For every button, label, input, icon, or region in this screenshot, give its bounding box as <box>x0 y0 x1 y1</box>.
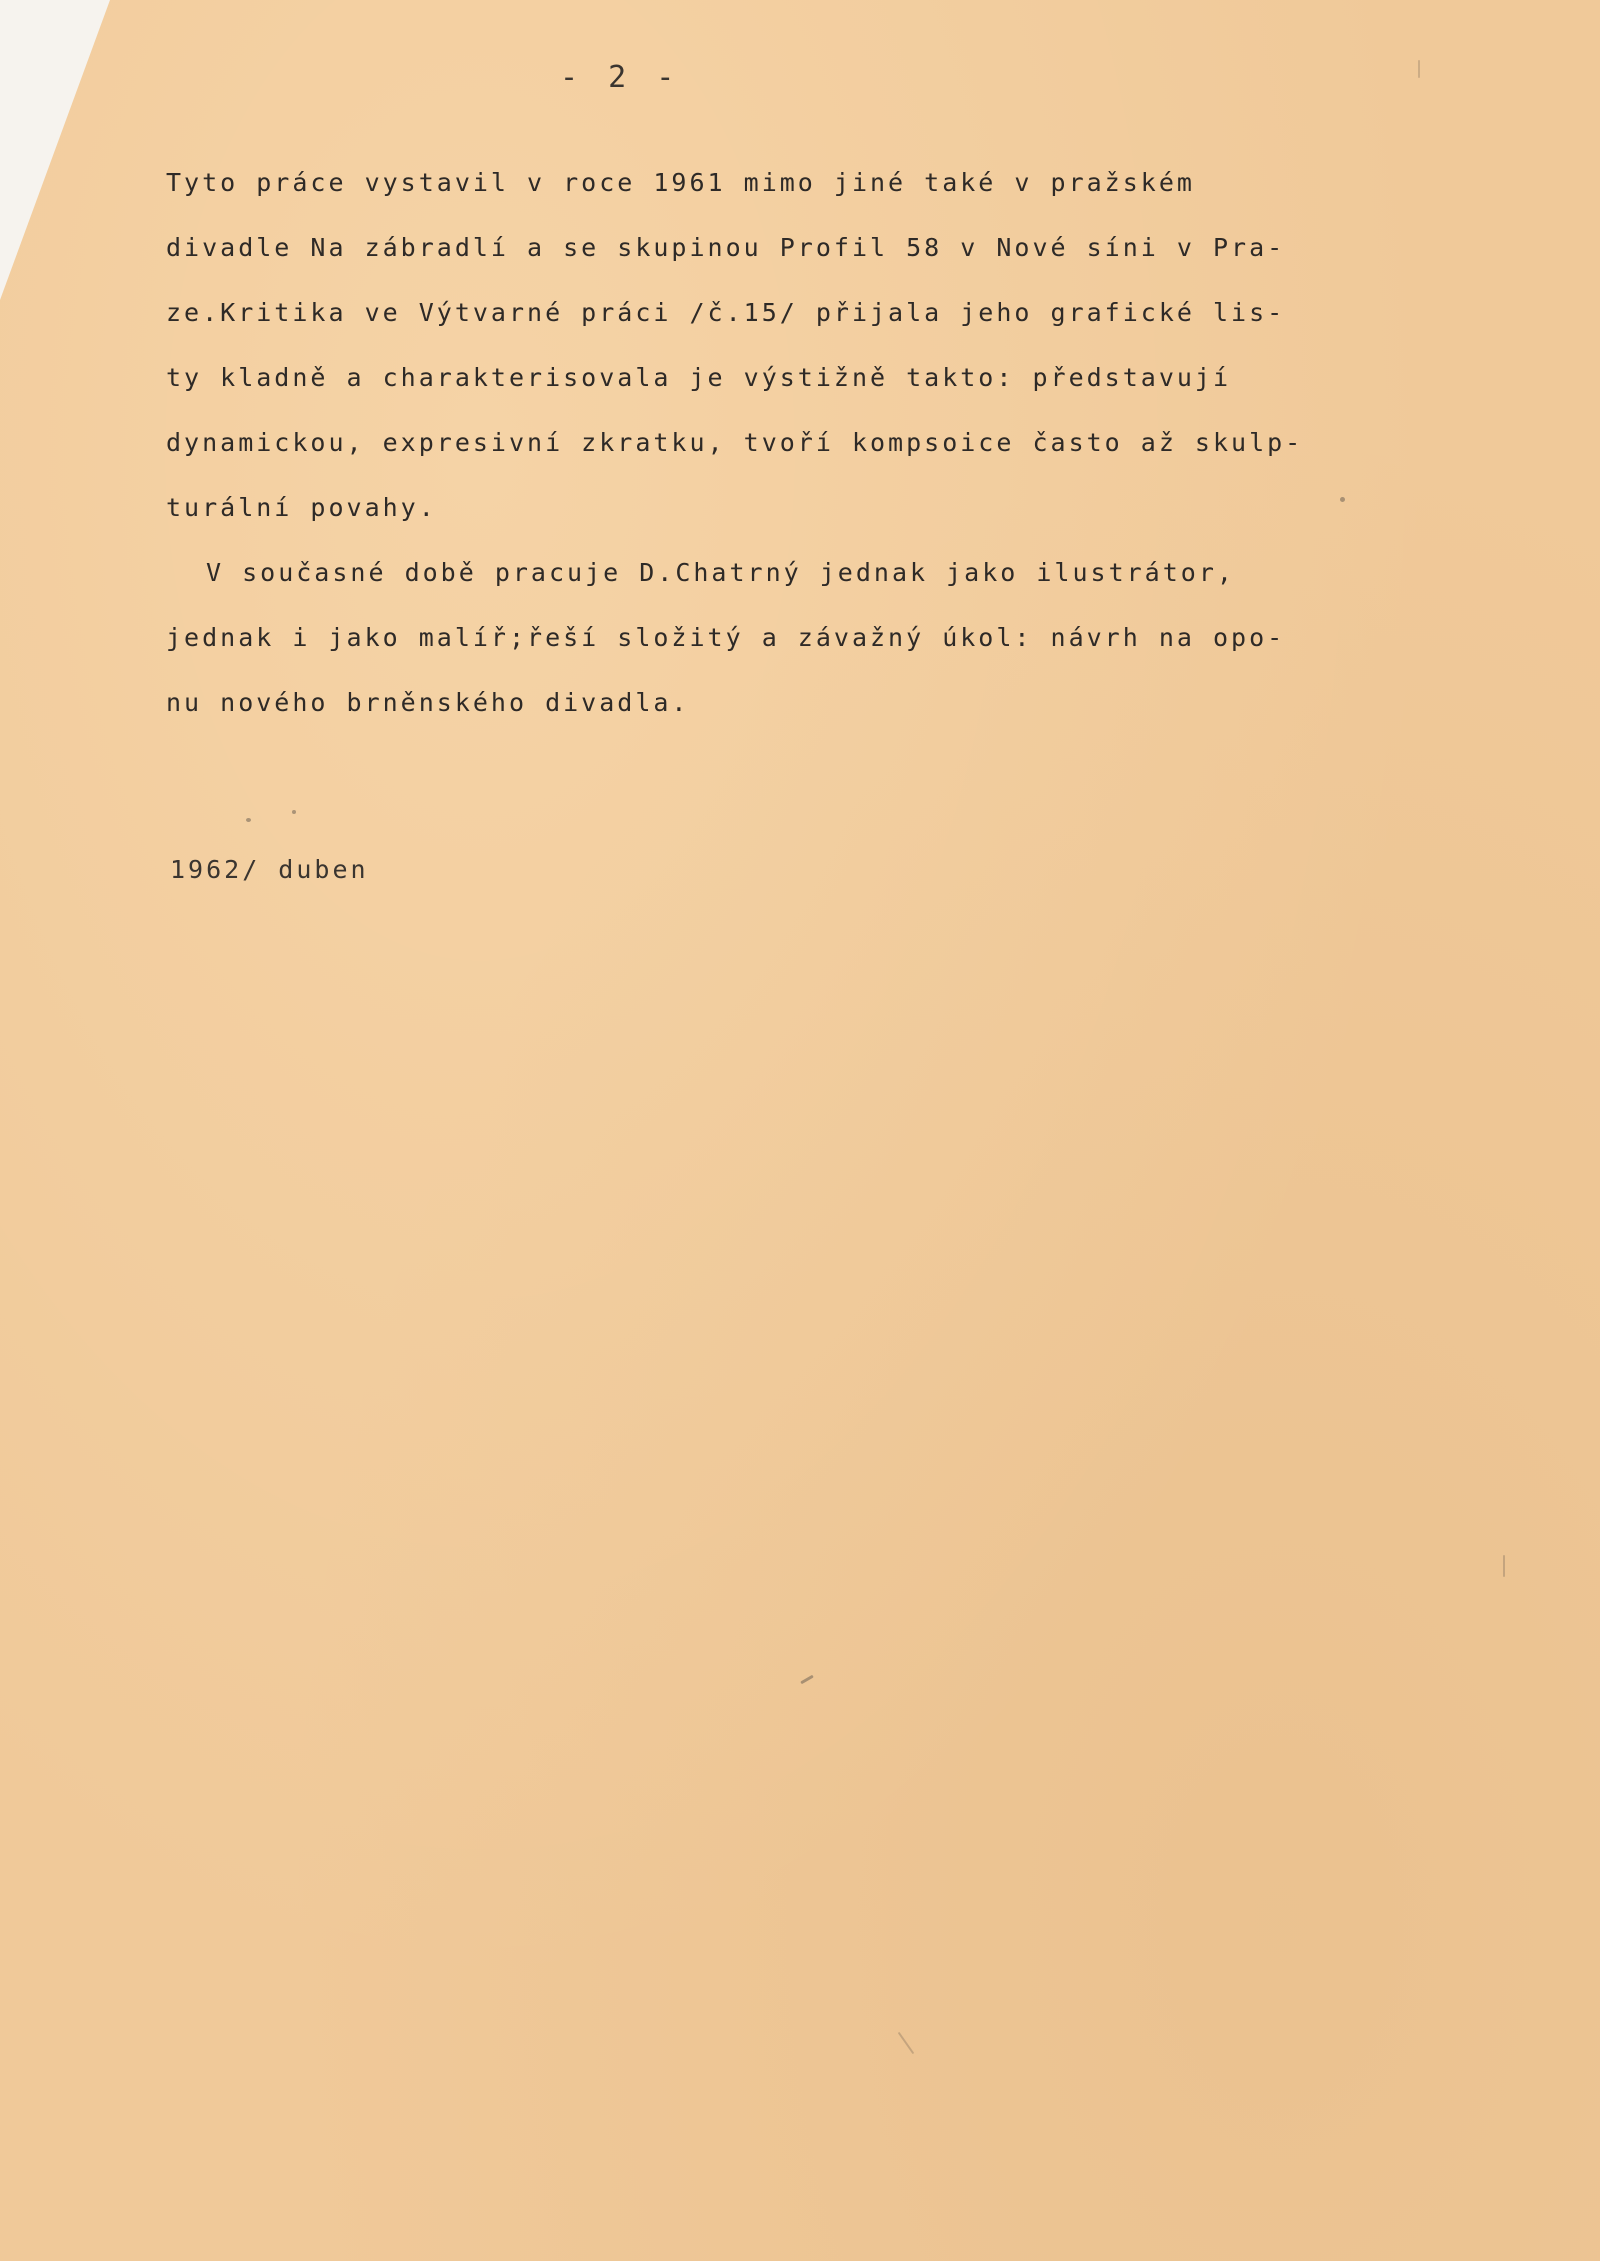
paper-speck <box>1503 1555 1505 1577</box>
text-line: V současné době pracuje D.Chatrný jednak jako ilustrátor, <box>206 558 1235 587</box>
text-line: nu nového brněnského divadla. <box>166 688 690 717</box>
paper-speck <box>246 818 251 822</box>
text-line: Tyto práce vystavil v roce 1961 mimo jiné také v pražském <box>166 168 1195 197</box>
paper-speck <box>292 810 296 814</box>
paper-speck <box>800 1675 814 1685</box>
paper-speck <box>1340 497 1345 502</box>
page-number: - 2 - <box>560 60 681 95</box>
text-line: ty kladně a charakterisovala je výstižně takto: představují <box>166 363 1232 392</box>
document-date: 1962/ duben <box>170 855 369 884</box>
text-line: jednak i jako malíř;řeší složitý a závažný úkol: návrh na opo- <box>166 623 1286 652</box>
text-line: dynamickou, expresivní zkratku, tvoří kompsoice často až skulp- <box>166 428 1304 457</box>
paper-speck <box>898 2032 915 2054</box>
folded-corner <box>0 0 110 300</box>
body-text <box>166 150 1546 735</box>
paper-speck <box>1418 60 1420 78</box>
text-line: divadle Na zábradlí a se skupinou Profil 58 v Nové síni v Pra- <box>166 233 1286 262</box>
text-line: ze.Kritika ve Výtvarné práci /č.15/ přijala jeho grafické lis- <box>166 298 1286 327</box>
text-line: turální povahy. <box>166 493 437 522</box>
